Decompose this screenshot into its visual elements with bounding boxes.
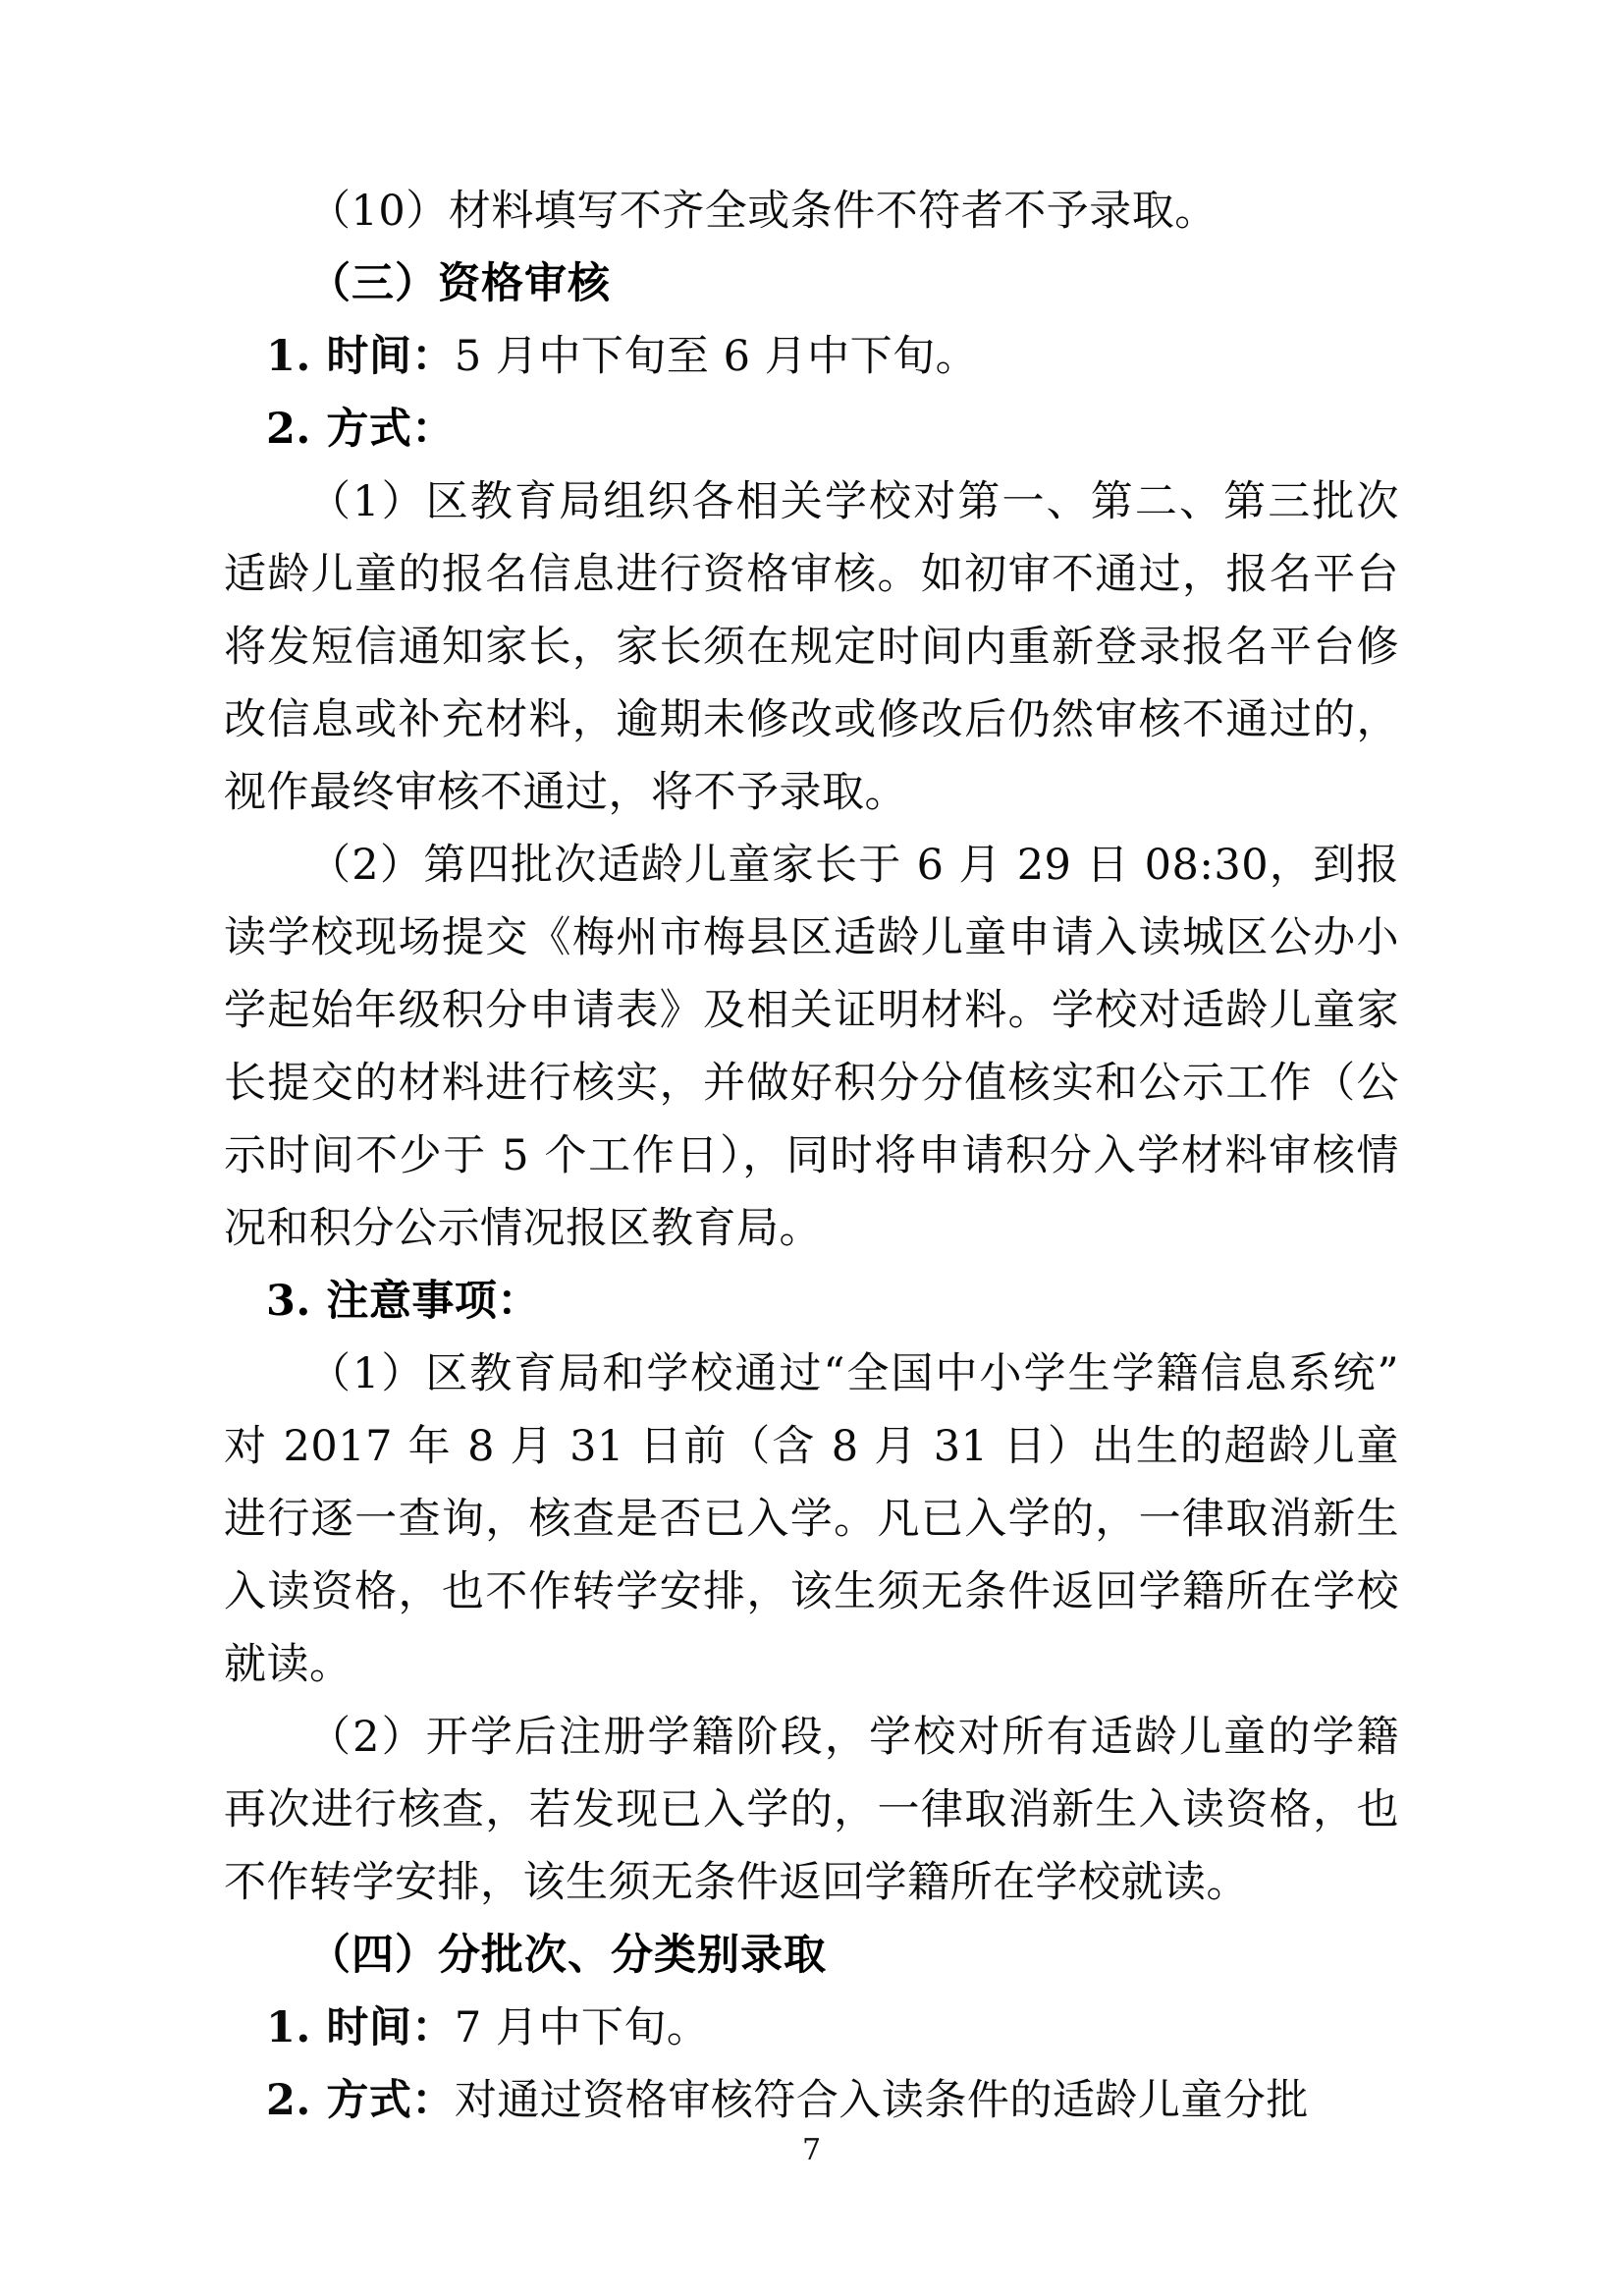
qualification-review-time xyxy=(224,320,1399,393)
page-content xyxy=(224,175,1399,2137)
notes-heading: 3. 注意事项： xyxy=(266,1277,540,1326)
paragraph-item-10: （10）材料填写不齐全或条件不符者不予录取。 xyxy=(308,187,1217,236)
admission-time-label: 1. 时间： xyxy=(266,2003,455,2052)
admission-method-label: 2. 方式： xyxy=(266,2076,455,2125)
section-heading-three: （三）资格审核 xyxy=(308,259,611,308)
admission-method xyxy=(224,2064,1399,2137)
admission-method-value: 对通过资格审核符合入读条件的适龄儿童分批 xyxy=(454,2076,1309,2125)
notes-item-2: （2）开学后注册学籍阶段，学校对所有适龄儿童的学籍再次进行核查，若发现已入学的，一律取消新生入读资格，也不作转学安排，该生须无条件返回学籍所在学校就读。 xyxy=(224,1713,1399,1907)
qualification-review-method-heading: 2. 方式： xyxy=(266,405,455,454)
qualification-review-time-value: 5 月中下旬至 6 月中下旬。 xyxy=(454,332,979,381)
admission-time-value: 7 月中下旬。 xyxy=(454,2003,710,2052)
qualification-review-time-label: 1. 时间： xyxy=(266,332,455,381)
qualification-review-method-item-2: （2）第四批次适龄儿童家长于 6 月 29 日 08:30，到报读学校现场提交《梅州市梅县区适龄儿童申请入读城区公办小学起始年级积分申请表》及相关证明材料。学校对适龄儿童家长提交的材料进行核实，并做好积分分值核实和公示工作（公示时间不少于 5 个工作日），同时将申请积分入学材料审核情况和积分公示情况报区教育局。 xyxy=(224,841,1399,1253)
admission-time xyxy=(224,1992,1399,2064)
section-heading-four: （四）分批次、分类别录取 xyxy=(308,1931,827,1980)
page-number: 7 xyxy=(801,2133,822,2167)
notes-item-1: （1）区教育局和学校通过“全国中小学生学籍信息系统”对 2017 年 8 月 31 日前（含 8 月 31 日）出生的超龄儿童进行逐一查询，核查是否已入学。凡已入学的，一律取消新生入读资格，也不作转学安排，该生须无条件返回学籍所在学校就读。 xyxy=(224,1349,1399,1689)
qualification-review-method-item-1: （1）区教育局组织各相关学校对第一、第二、第三批次适龄儿童的报名信息进行资格审核。如初审不通过，报名平台将发短信通知家长，家长须在规定时间内重新登录报名平台修改信息或补充材料，逾期未修改或修改后仍然审核不通过的，视作最终审核不通过，将不予录取。 xyxy=(224,477,1399,817)
